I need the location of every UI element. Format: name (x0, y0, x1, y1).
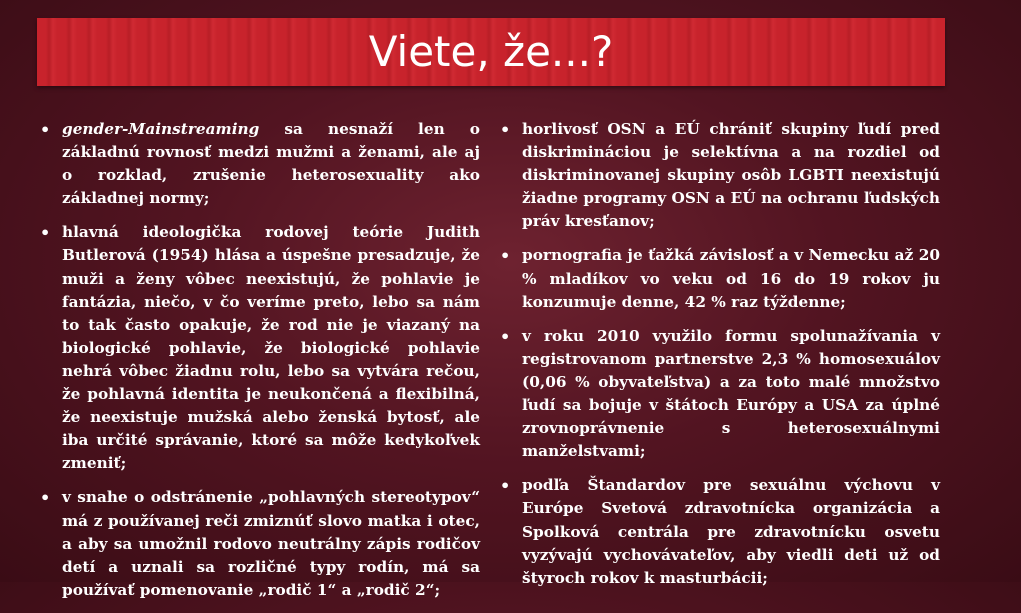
page-title: Viete, že...? (368, 27, 614, 76)
list-item (40, 221, 480, 475)
bullet-icon: • (40, 120, 51, 139)
list-item (500, 474, 940, 589)
item-emphasis: gender-Mainstreaming (62, 120, 260, 138)
list-item (40, 118, 480, 210)
title-banner (37, 18, 945, 86)
left-column (40, 118, 480, 613)
bullet-icon: • (40, 488, 51, 508)
item-text: hlavná ideologička rodovej teórie Judith Butlerová (1954) hlása a úspešne presadzuje, že muži a ženy vôbec neexistujú, že pohlavie je fantázia, niečo, v čo veríme preto, lebo sa nám to tak často opakuje, že rod nie je viazaný na biologické pohlavie, že biologické pohlavie nehrá vôbec žiadnu rolu, lebo sa vytvára rečou, že pohlavná identita je neukončená a flexibilná, že neexistuje mužská alebo ženská bytosť, ale iba určité správanie, ktoré sa môže kedykoľvek zmeniť; (62, 223, 480, 473)
list-item (500, 118, 940, 233)
item-text: pornografia je ťažká závislosť a v Nemecku až 20 % mladíkov vo veku od 16 do 19 rokov ju konzumuje denne, 42 % raz týždenne; (522, 246, 940, 311)
item-text: horlivosť OSN a EÚ chrániť skupiny ľudí pred diskrimináciou je selektívna a na rozdiel od diskriminovanej skupiny osôb LGBTI neexistujú žiadne programy OSN a EÚ na ochranu ľudských práv kresťanov; (522, 120, 940, 231)
bullet-icon: • (40, 223, 51, 243)
bullet-icon: • (500, 120, 511, 139)
item-text: podľa Štandardov pre sexuálnu výchovu v Európe Svetová zdravotnícka organizácia a Spolková centrála pre zdravotnícku osvetu vyzývajú vychovávateľov, aby viedli deti už od štyroch rokov k masturbácii; (522, 476, 940, 587)
item-text: sa nesnaží len o základnú rovnosť medzi mužmi a ženami, ale aj o rozklad, zrušenie heterosexuality ako základnej normy; (62, 120, 480, 208)
list-item (500, 244, 940, 313)
item-text: v roku 2010 využilo formu spolunažívania v registrovanom partnerstve 2,3 % homosexuálov (0,06 % obyvateľstva) a za toto malé množstvo ľudí sa bojuje v štátoch Európy a USA za úplné zrovnoprávnenie s heterosexuálnymi manželstvami; (522, 326, 940, 461)
right-column (500, 118, 940, 601)
item-text: v snahe o odstránenie „pohlavných stereotypov“ má z používanej reči zmiznúť slovo matka i otec, a aby sa umožnil rodovo neutrálny zápis rodičov detí a uznali sa rozličné typy rodín, má sa používať pomenovanie „rodič 1“ a „rodič 2“; (62, 488, 480, 599)
bullet-icon: • (500, 246, 511, 266)
bullet-icon: • (500, 476, 511, 496)
list-item (40, 486, 480, 601)
bullet-icon: • (500, 326, 511, 346)
list-item (500, 325, 940, 464)
